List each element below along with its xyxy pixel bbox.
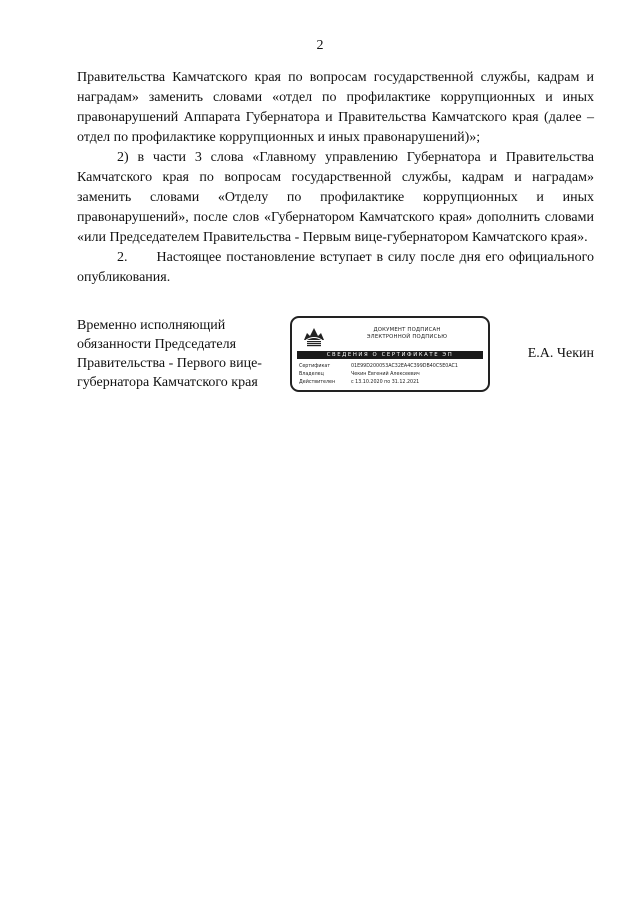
coat-of-arms-icon [302,324,326,348]
signatory-position [77,316,287,392]
validity-row [299,379,483,387]
certificate-row [299,363,483,371]
stamp-heading: ДОКУМЕНТ ПОДПИСАН ЭЛЕКТРОННОЙ ПОДПИСЬЮ [366,327,448,340]
validity-value: с 13.10.2020 по 31.12.2021 [351,380,420,385]
position-line: Временно исполняющий [77,318,226,333]
page-number: 2 [316,38,324,53]
certificate-value: 01E99D200053AC32EA4C399DB40C5E0AC1 [351,364,458,369]
certificate-info-bar: СВЕДЕНИЯ О СЕРТИФИКАТЕ ЭП [297,351,483,359]
document-body [77,68,594,288]
position-line: губернатора Камчатского края [77,375,258,390]
certificate-key: Сертификат [299,364,331,369]
paragraph-point-2: 2. Настоящее постановление вступает в силу после дня его официального опубликования. [77,250,594,285]
signer-name: Е.А. Чекин [527,346,594,361]
certificate-details [299,363,483,387]
electronic-signature-stamp [290,316,490,392]
owner-value: Чекин Евгений Алексеевич [351,372,420,377]
paragraph-item-2: 2) в части 3 слова «Главному управлению Губернатора и Правительства Камчатского края по вопросам государственной службы, кадрам и наградам» заменить словами «Отделу по профилактике коррупционных и иных правонарушений», после слов «Губернатором Камчатского края» дополнить словами «или Председателем Правительства - Первым вице-губернатором Камчатского края». [77,150,594,245]
position-line: обязанности Председателя [77,337,237,352]
position-line: Правительства - Первого вице- [77,356,262,371]
paragraph-continuation: Правительства Камчатского края по вопросам государственной службы, кадрам и наградам» заменить словами «отдел по профилактике коррупционных и иных правонарушений Аппарата Губернатора и Правительства Камчатского края (далее – отдел по профилактике коррупционных и иных правонарушений)»; [77,70,594,145]
owner-row [299,371,483,379]
validity-key: Действителен [299,380,336,385]
owner-key: Владелец [299,372,324,377]
